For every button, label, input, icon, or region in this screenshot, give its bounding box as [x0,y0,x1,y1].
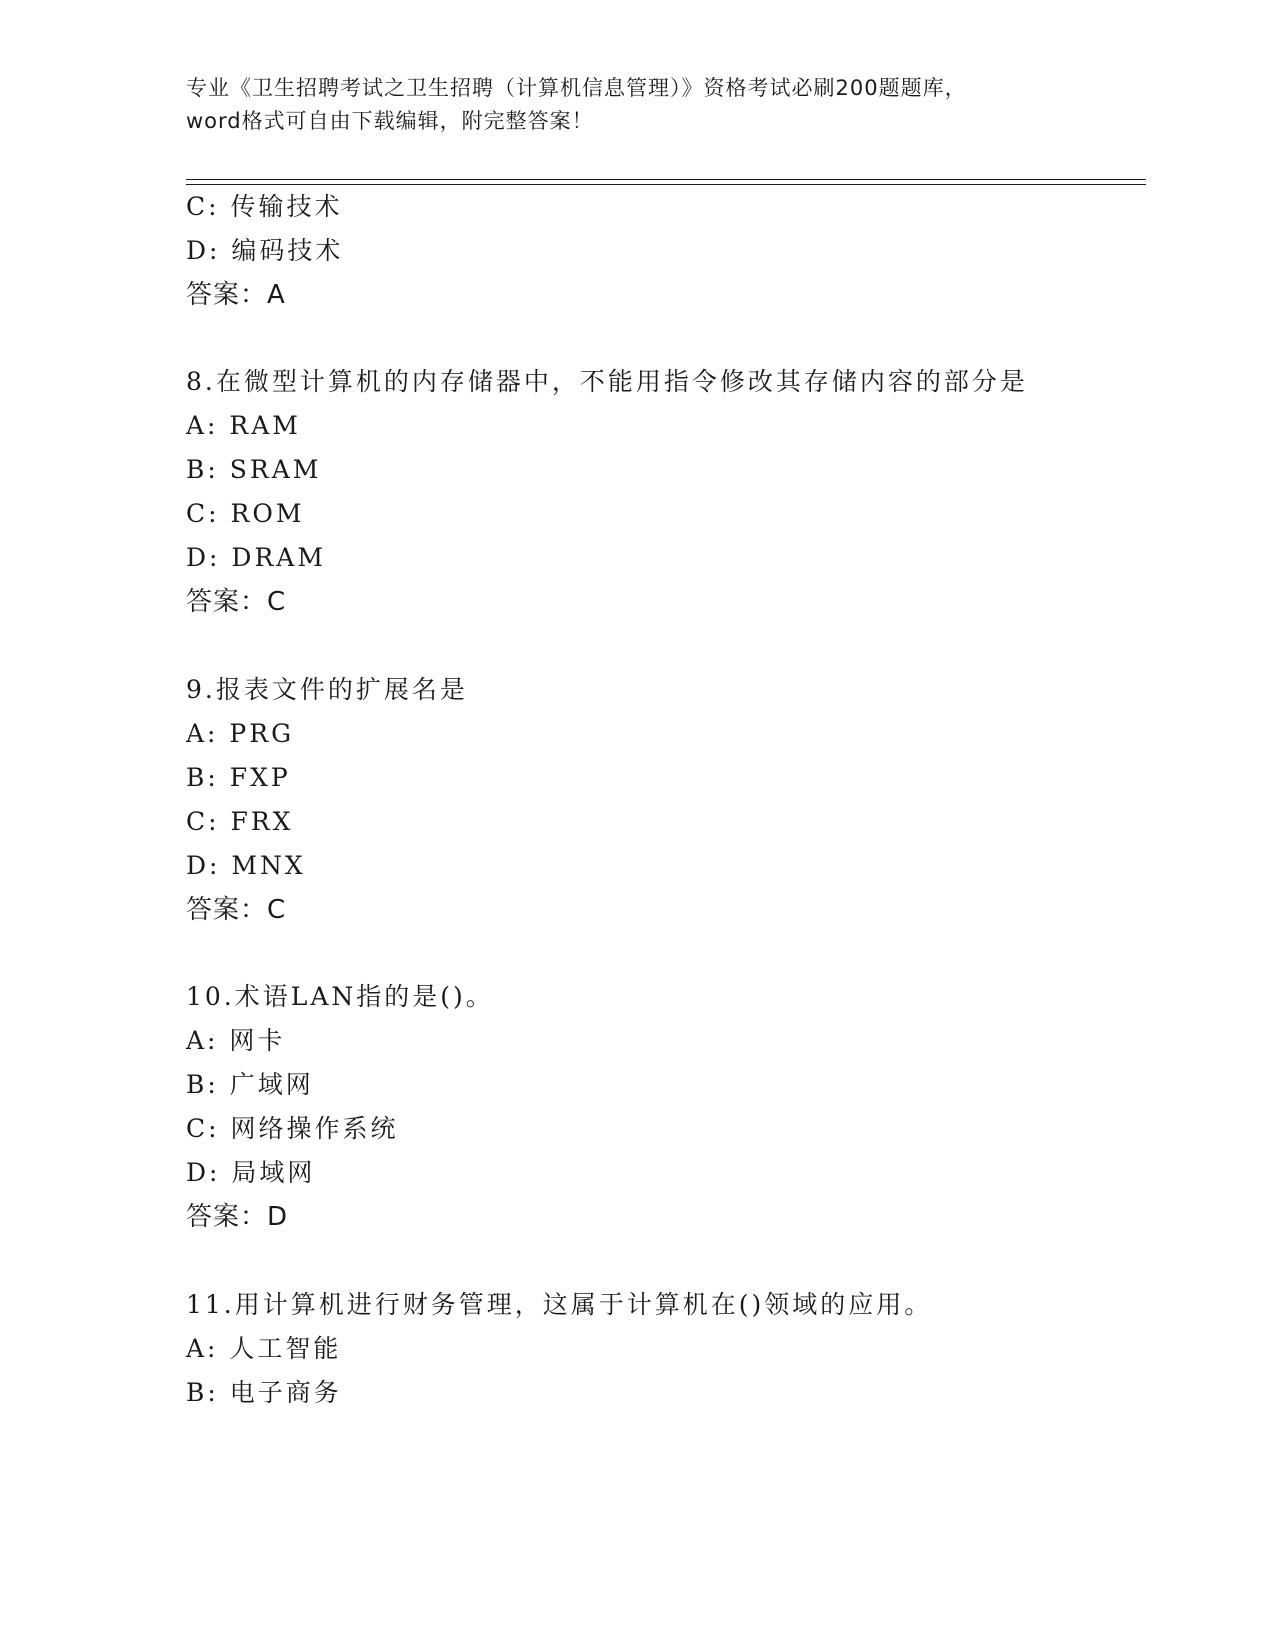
option-line: A: 人工智能 [186,1334,342,1363]
option-line: B: FXP [186,763,291,792]
option-line: A: 网卡 [186,1026,286,1055]
option-line: B: 电子商务 [186,1378,342,1407]
option-line: A: RAM [186,411,301,440]
option-line: C: FRX [186,807,294,836]
answer-line: 答案：A [186,280,286,310]
question-line: 8.在微型计算机的内存储器中，不能用指令修改其存储内容的部分是 [186,367,1028,396]
option-line: A: PRG [186,719,295,748]
option-line: D: DRAM [186,543,326,572]
question-line: 11.用计算机进行财务管理，这属于计算机在()领域的应用。 [186,1290,933,1319]
document-header [186,72,1086,138]
option-line: B: 广域网 [186,1070,314,1099]
question-line: 9.报表文件的扩展名是 [186,675,468,704]
header-divider-top [186,179,1146,180]
option-line: D: 局域网 [186,1158,316,1187]
option-line: C: ROM [186,499,305,528]
answer-line: 答案：C [186,895,287,925]
option-line: C: 网络操作系统 [186,1114,399,1143]
answer-line: 答案：D [186,1202,289,1232]
option-line: D: MNX [186,851,306,880]
option-line: B: SRAM [186,455,322,484]
option-line: D: 编码技术 [186,236,344,265]
header-divider-bottom [186,184,1146,185]
header-line-2: word格式可自由下载编辑，附完整答案！ [186,109,594,133]
question-line: 10.术语LAN指的是()。 [186,982,494,1011]
header-line-1: 专业《卫生招聘考试之卫生招聘（计算机信息管理）》资格考试必刷200题题库， [186,76,967,100]
option-line: C: 传输技术 [186,192,343,221]
answer-line: 答案：C [186,587,287,617]
